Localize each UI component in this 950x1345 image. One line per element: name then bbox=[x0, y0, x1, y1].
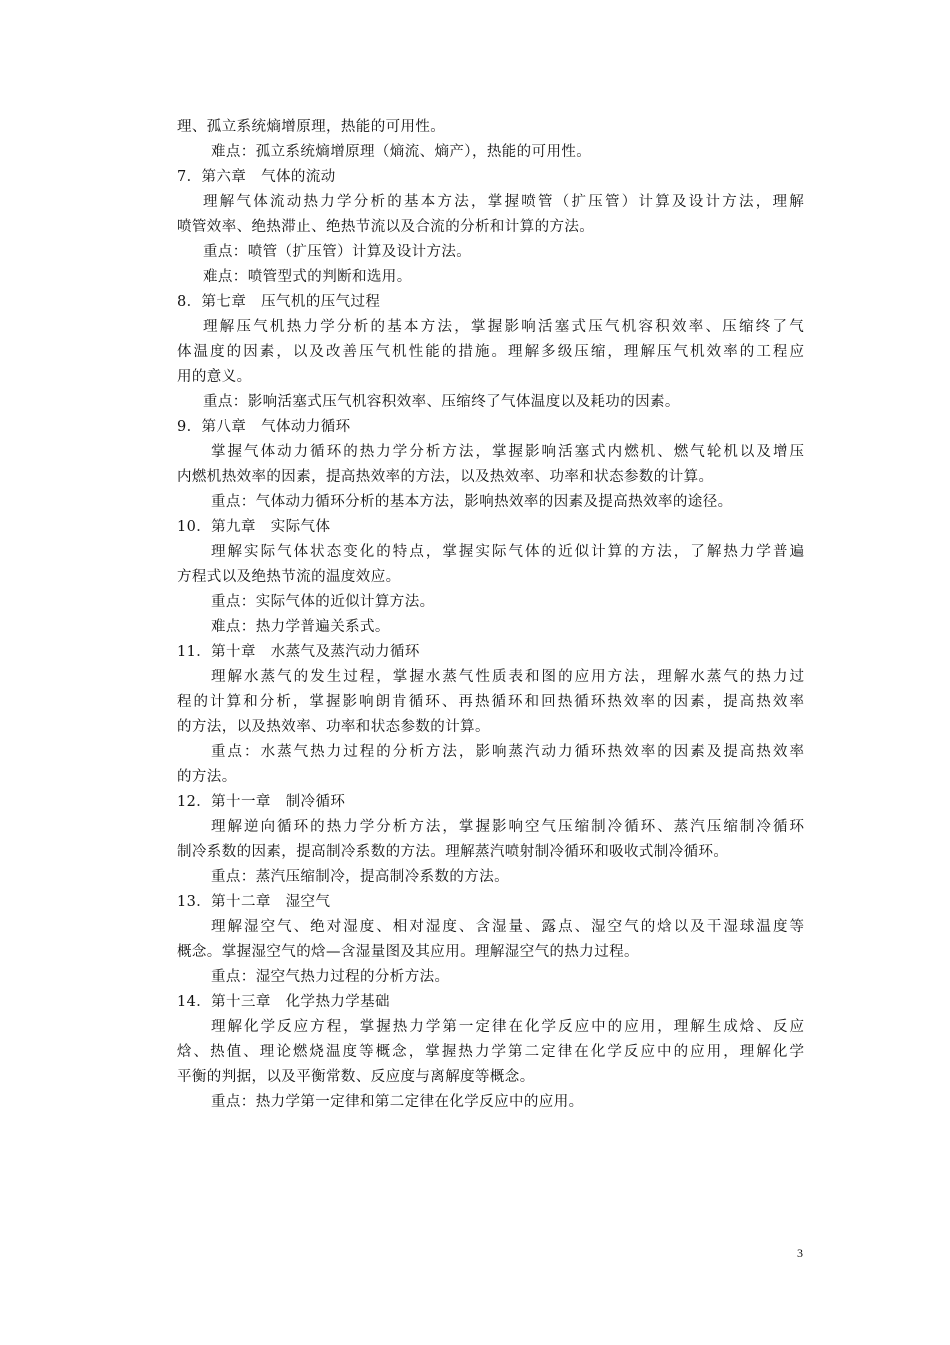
text-line: 重点：实际气体的近似计算方法。 bbox=[211, 594, 435, 610]
text-line: 重点：蒸汽压缩制冷，提高制冷系数的方法。 bbox=[211, 869, 509, 885]
text-line: 的方法。 bbox=[177, 769, 237, 785]
text-line: 理解压气机热力学分析的基本方法，掌握影响活塞式压气机容积效率、压缩终了气 bbox=[203, 319, 806, 335]
text-line: 难点：热力学普遍关系式。 bbox=[211, 619, 390, 635]
text-line: 14．第十三章 化学热力学基础 bbox=[177, 994, 390, 1010]
text-line: 方程式以及绝热节流的温度效应。 bbox=[177, 569, 401, 585]
text-line: 7．第六章 气体的流动 bbox=[177, 169, 336, 185]
text-line: 重点：气体动力循环分析的基本方法，影响热效率的因素及提高热效率的途径。 bbox=[211, 494, 733, 510]
text-line: 重点：湿空气热力过程的分析方法。 bbox=[211, 969, 450, 985]
text-line: 平衡的判据，以及平衡常数、反应度与离解度等概念。 bbox=[177, 1069, 535, 1085]
text-line: 程的计算和分析，掌握影响朗肯循环、再热循环和回热循环热效率的因素，提高热效率 bbox=[177, 694, 806, 710]
text-line: 重点：水蒸气热力过程的分析方法，影响蒸汽动力循环热效率的因素及提高热效率 bbox=[211, 744, 806, 760]
text-line: 内燃机热效率的因素，提高热效率的方法，以及热效率、功率和状态参数的计算。 bbox=[177, 469, 714, 485]
text-line: 的方法，以及热效率、功率和状态参数的计算。 bbox=[177, 719, 490, 735]
text-line: 13．第十二章 湿空气 bbox=[177, 894, 331, 910]
text-line: 理解气体流动热力学分析的基本方法，掌握喷管（扩压管）计算及设计方法，理解 bbox=[203, 194, 806, 210]
text-line: 理解实际气体状态变化的特点，掌握实际气体的近似计算的方法，了解热力学普遍 bbox=[211, 544, 806, 560]
text-line: 理、孤立系统熵增原理，热能的可用性。 bbox=[177, 119, 446, 135]
text-line: 难点：喷管型式的判断和选用。 bbox=[203, 269, 412, 285]
text-line: 10．第九章 实际气体 bbox=[177, 519, 331, 535]
page-number: 3 bbox=[797, 1246, 803, 1260]
text-line: 理解湿空气、绝对湿度、相对湿度、含湿量、露点、湿空气的焓以及干湿球温度等 bbox=[211, 919, 806, 935]
text-line: 重点：喷管（扩压管）计算及设计方法。 bbox=[203, 244, 472, 260]
text-line: 理解逆向循环的热力学分析方法，掌握影响空气压缩制冷循环、蒸汽压缩制冷循环 bbox=[211, 819, 806, 835]
text-line: 理解水蒸气的发生过程，掌握水蒸气性质表和图的应用方法，理解水蒸气的热力过 bbox=[211, 669, 806, 685]
text-line: 重点：热力学第一定律和第二定律在化学反应中的应用。 bbox=[211, 1094, 584, 1110]
text-line: 掌握气体动力循环的热力学分析方法，掌握影响活塞式内燃机、燃气轮机以及增压 bbox=[211, 444, 806, 460]
text-line: 9．第八章 气体动力循环 bbox=[177, 419, 351, 435]
text-line: 12．第十一章 制冷循环 bbox=[177, 794, 346, 810]
text-line: 难点：孤立系统熵增原理（熵流、熵产），热能的可用性。 bbox=[211, 144, 592, 160]
text-line: 11．第十章 水蒸气及蒸汽动力循环 bbox=[177, 644, 420, 660]
text-line: 制冷系数的因素，提高制冷系数的方法。理解蒸汽喷射制冷循环和吸收式制冷循环。 bbox=[177, 844, 729, 860]
text-line: 体温度的因素，以及改善压气机性能的措施。理解多级压缩，理解压气机效率的工程应 bbox=[177, 344, 806, 360]
text-line: 概念。掌握湿空气的焓—含湿量图及其应用。理解湿空气的热力过程。 bbox=[177, 944, 639, 960]
text-line: 用的意义。 bbox=[177, 369, 252, 385]
text-line: 8．第七章 压气机的压气过程 bbox=[177, 294, 381, 310]
text-line: 理解化学反应方程，掌握热力学第一定律在化学反应中的应用，理解生成焓、反应 bbox=[211, 1019, 806, 1035]
text-line: 重点：影响活塞式压气机容积效率、压缩终了气体温度以及耗功的因素。 bbox=[203, 394, 680, 410]
text-line: 焓、热值、理论燃烧温度等概念，掌握热力学第二定律在化学反应中的应用，理解化学 bbox=[177, 1044, 806, 1060]
text-line: 喷管效率、绝热滞止、绝热节流以及合流的分析和计算的方法。 bbox=[177, 219, 595, 235]
